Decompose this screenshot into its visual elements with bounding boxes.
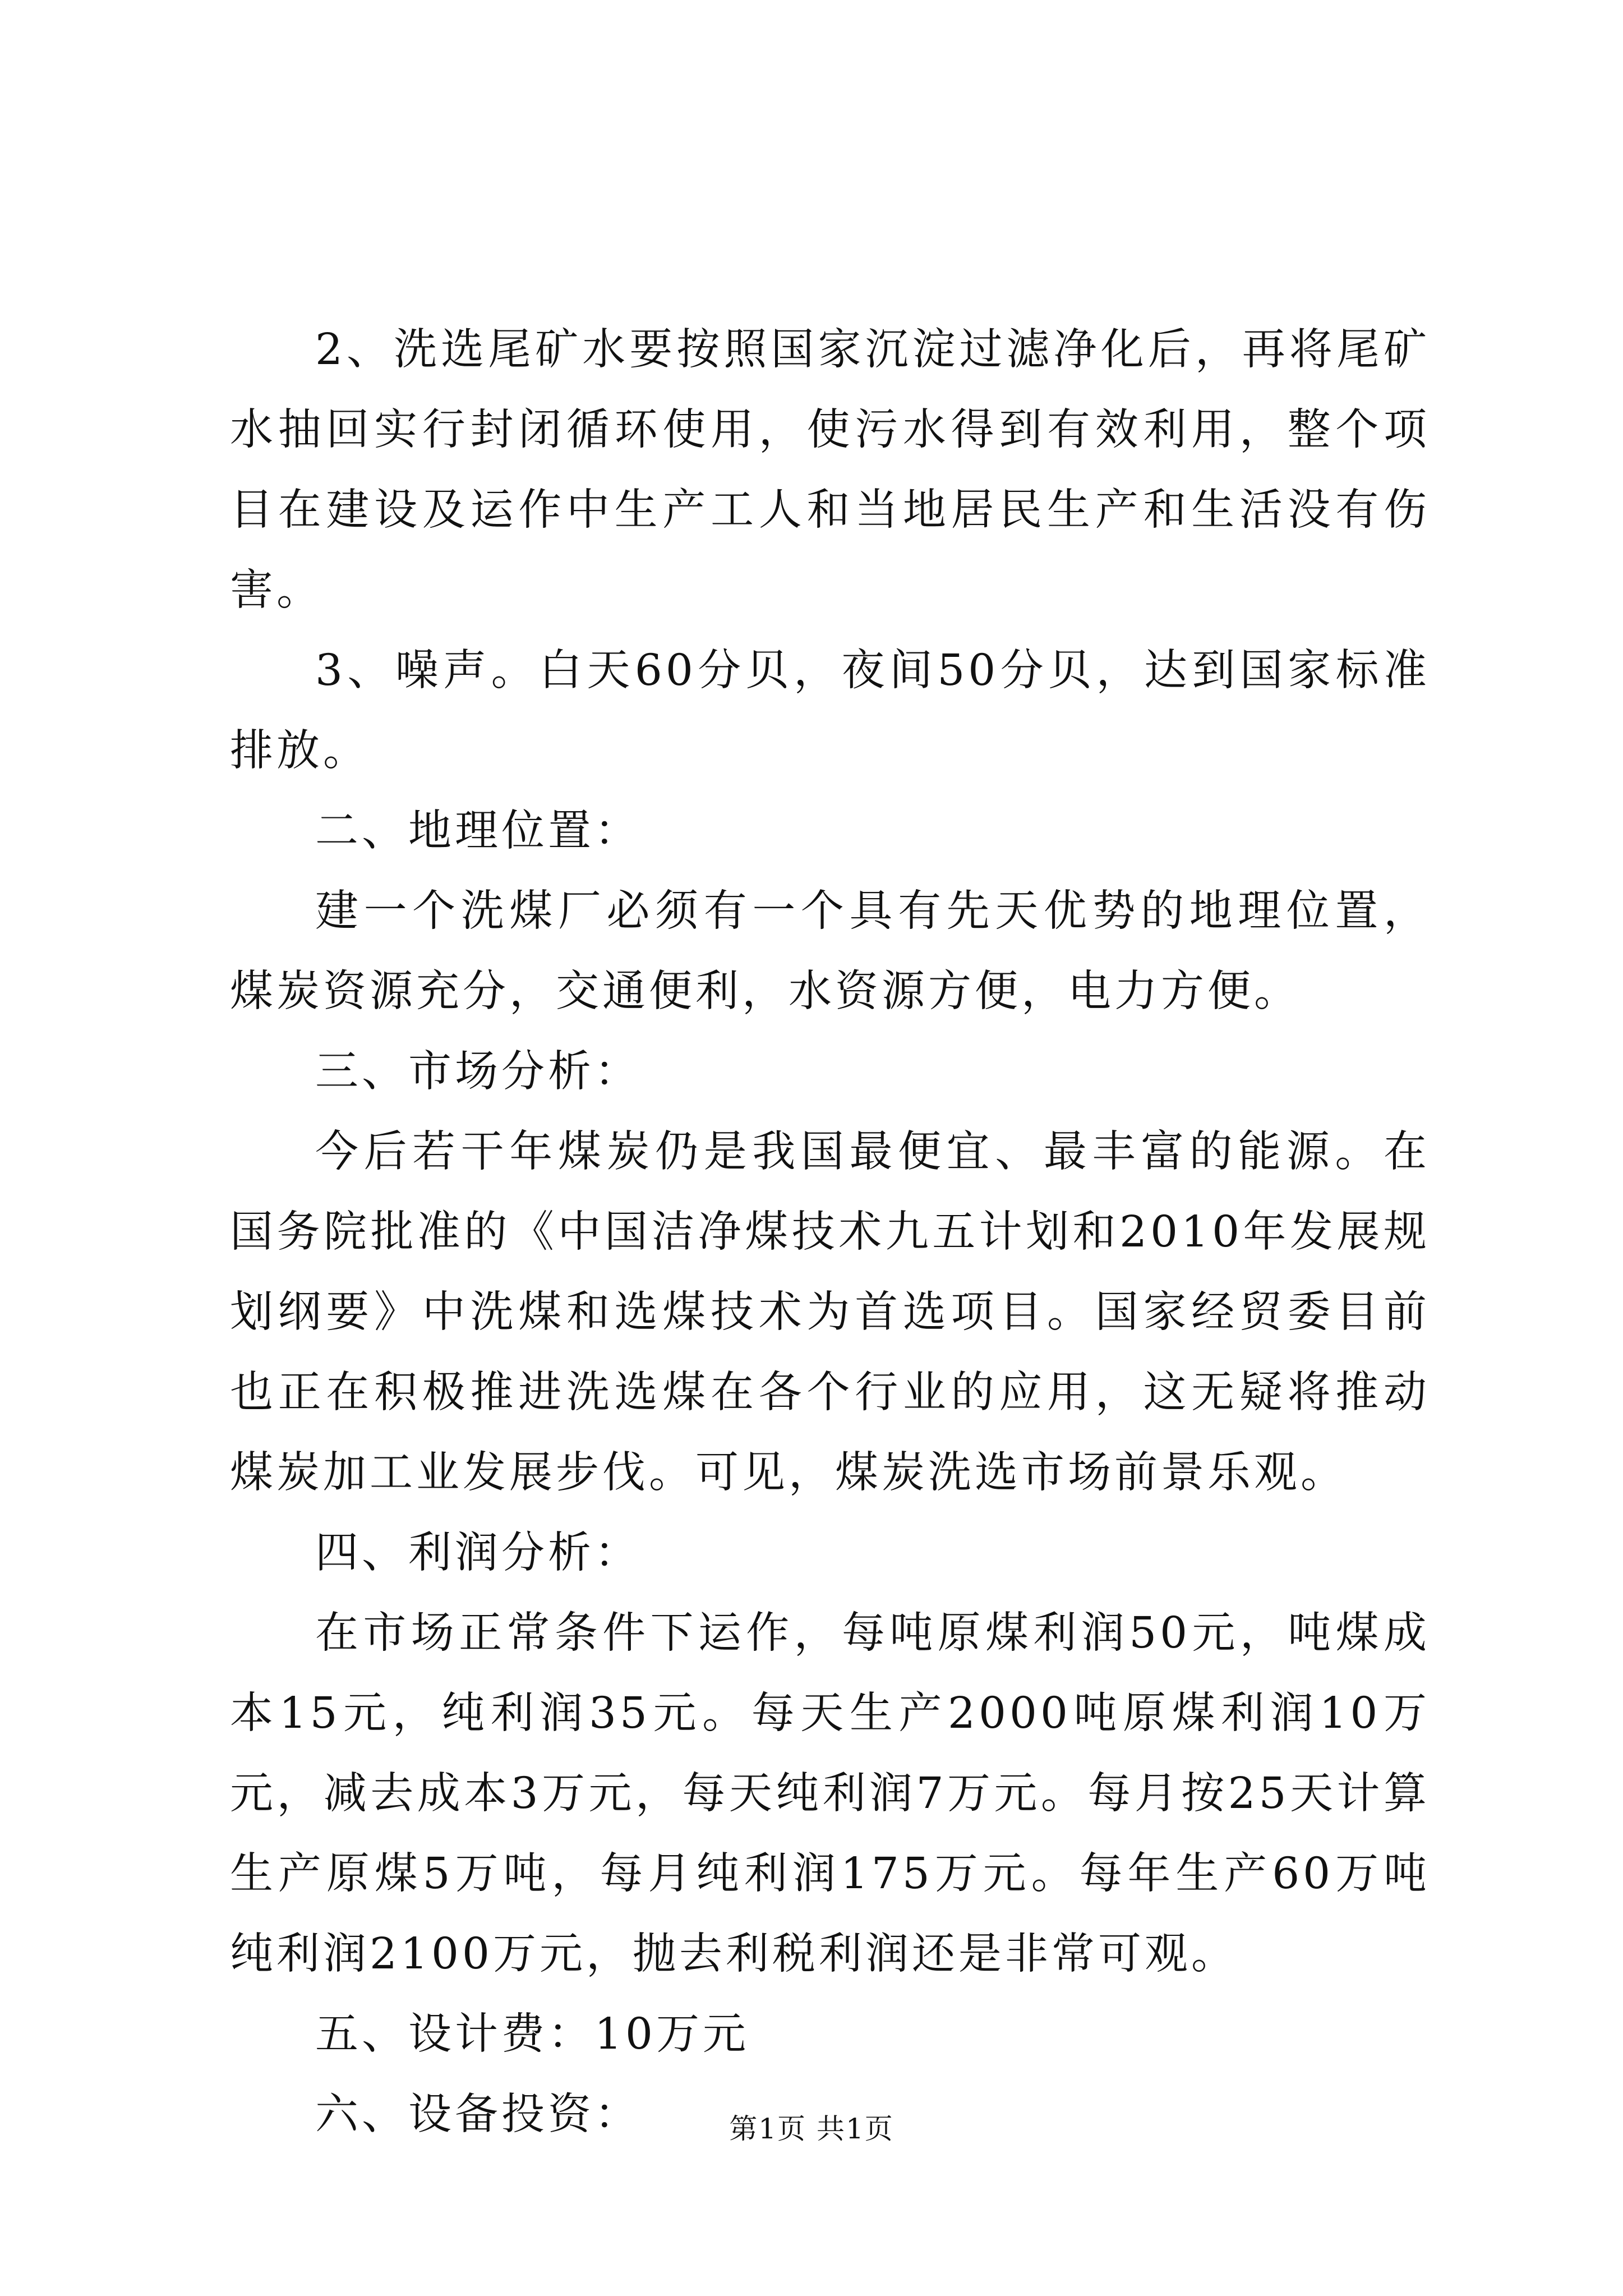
paragraph-market: 今后若干年煤炭仍是我国最便宜、最丰富的能源。在国务院批准的《中国洁净煤技术九五计划和2010年发展规划纲要》中洗煤和选煤技术为首选项目。国家经贸委目前也正在积极推进洗选煤在各个行业的应用，这无疑将推动煤炭加工业发展步伐。可见，煤炭洗选市场前景乐观。 — [230, 1127, 1430, 1498]
paragraph-location: 建一个洗煤厂必须有一个具有先天优势的地理位置，煤炭资源充分，交通便利，水资源方便，电力方便。 — [230, 886, 1430, 1016]
heading-profit: 四、利润分析： — [315, 1528, 641, 1578]
document-body — [230, 310, 1430, 2155]
page-footer: 第1页 共1页 — [729, 2113, 894, 2145]
paragraph-tailings-water: 2、洗选尾矿水要按照国家沉淀过滤净化后，再将尾矿水抽回实行封闭循环使用，使污水得到有效利用，整个项目在建设及运作中生产工人和当地居民生产和生活没有伤害。 — [230, 325, 1430, 615]
heading-market: 三、市场分析： — [315, 1047, 641, 1097]
heading-equipment: 六、设备投资： — [315, 2090, 641, 2139]
paragraph-profit: 在市场正常条件下运作，每吨原煤利润50元，吨煤成本15元，纯利润35元。每天生产2000吨原煤利润10万元，减去成本3万元，每天纯利润7万元。每月按25天计算生产原煤5万吨，每月纯利润175万元。每年生产60万吨纯利润2100万元，抛去利税利润还是非常可观。 — [230, 1608, 1430, 1979]
heading-location: 二、地理位置： — [315, 806, 641, 856]
paragraph-noise: 3、噪声。白天60分贝，夜间50分贝，达到国家标准排放。 — [230, 646, 1430, 776]
heading-design-fee: 五、设计费：10万元 — [315, 2009, 749, 2059]
